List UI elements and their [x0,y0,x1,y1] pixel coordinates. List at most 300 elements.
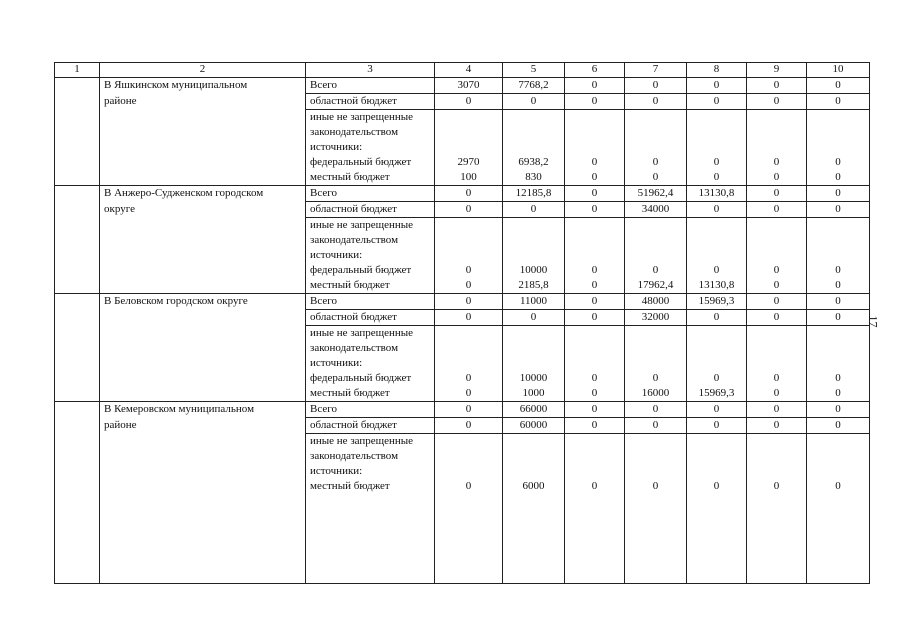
header-cell: 1 [55,63,100,78]
table-row [55,341,870,356]
value-cell: 13130,8 [687,186,747,202]
value-cell: 0 [687,170,747,186]
value-cell: 0 [565,263,625,278]
budget-table [54,62,870,584]
territory-name [100,479,306,494]
value-cell [747,110,807,126]
value-cell: 0 [687,155,747,170]
value-cell: 0 [435,186,503,202]
row-number-cell [55,278,100,294]
line-label: областной бюджет [306,310,435,326]
value-cell [687,326,747,342]
value-cell: 0 [747,479,807,494]
value-cell: 51962,4 [625,186,687,202]
table-body [55,63,870,584]
value-cell: 0 [435,371,503,386]
value-cell: 0 [807,155,870,170]
value-cell [747,140,807,155]
table-row [55,202,870,218]
value-cell [503,341,565,356]
territory-name: В Анжеро-Судженском городском [100,186,306,202]
value-cell [807,218,870,234]
table-row [55,248,870,263]
value-cell [625,140,687,155]
value-cell: 0 [625,155,687,170]
value-cell: 830 [503,170,565,186]
territory-name: районе [100,418,306,434]
value-cell: 0 [565,479,625,494]
value-cell [435,125,503,140]
value-cell [625,248,687,263]
line-label [306,494,435,583]
value-cell [435,341,503,356]
value-cell [503,218,565,234]
line-label: федеральный бюджет [306,371,435,386]
value-cell [565,356,625,371]
row-number-cell [55,464,100,479]
value-cell [625,434,687,450]
value-cell [565,218,625,234]
row-number-cell [55,434,100,450]
value-cell [435,449,503,464]
value-cell [747,233,807,248]
value-cell [503,434,565,450]
territory-name [100,326,306,342]
value-cell: 0 [435,294,503,310]
value-cell: 0 [687,94,747,110]
row-number-cell [55,310,100,326]
value-cell: 2185,8 [503,278,565,294]
line-label: Всего [306,294,435,310]
line-label: Всего [306,402,435,418]
row-number-cell [55,294,100,310]
value-cell [807,434,870,450]
value-cell: 0 [625,402,687,418]
value-cell: 0 [747,294,807,310]
table-row [55,78,870,94]
value-cell: 0 [747,278,807,294]
value-cell [435,218,503,234]
territory-name: округе [100,202,306,218]
value-cell: 0 [625,94,687,110]
value-cell [687,341,747,356]
row-number-cell [55,449,100,464]
table-row [55,449,870,464]
row-number-cell [55,125,100,140]
territory-name [100,125,306,140]
value-cell: 0 [807,263,870,278]
territory-name [100,386,306,402]
row-number-cell [55,170,100,186]
value-cell [503,140,565,155]
line-label: областной бюджет [306,202,435,218]
value-cell: 0 [807,278,870,294]
value-cell: 0 [687,402,747,418]
value-cell: 0 [807,402,870,418]
value-cell: 0 [687,371,747,386]
value-cell: 100 [435,170,503,186]
header-cell: 4 [435,63,503,78]
value-cell: 3070 [435,78,503,94]
line-label: областной бюджет [306,418,435,434]
value-cell [503,125,565,140]
row-number-cell [55,248,100,263]
table-row [55,310,870,326]
value-cell: 0 [747,94,807,110]
value-cell: 48000 [625,294,687,310]
value-cell: 0 [565,186,625,202]
value-cell [687,494,747,583]
value-cell [565,125,625,140]
value-cell [503,356,565,371]
table-row [55,278,870,294]
value-cell [747,218,807,234]
table-row [55,479,870,494]
value-cell: 0 [625,78,687,94]
row-number-cell [55,479,100,494]
line-label: источники: [306,140,435,155]
value-cell [435,464,503,479]
row-number-cell [55,371,100,386]
line-label: источники: [306,356,435,371]
territory-name: В Беловском городском округе [100,294,306,310]
value-cell [687,248,747,263]
line-label: областной бюджет [306,94,435,110]
value-cell: 0 [565,386,625,402]
table-row [55,434,870,450]
header-cell: 2 [100,63,306,78]
value-cell: 0 [747,263,807,278]
territory-name: районе [100,94,306,110]
line-label: федеральный бюджет [306,263,435,278]
value-cell: 0 [435,94,503,110]
value-cell [565,494,625,583]
row-number-cell [55,78,100,94]
table-row [55,326,870,342]
value-cell: 13130,8 [687,278,747,294]
value-cell: 0 [435,386,503,402]
value-cell [807,494,870,583]
value-cell: 16000 [625,386,687,402]
table-row [55,464,870,479]
value-cell [625,326,687,342]
value-cell: 0 [435,278,503,294]
value-cell: 0 [807,94,870,110]
value-cell [565,233,625,248]
territory-name [100,170,306,186]
territory-name [100,233,306,248]
value-cell: 0 [747,186,807,202]
table-row [55,371,870,386]
value-cell: 0 [747,78,807,94]
value-cell [625,125,687,140]
value-cell [807,248,870,263]
value-cell [807,341,870,356]
value-cell: 0 [503,94,565,110]
value-cell: 15969,3 [687,386,747,402]
value-cell [565,248,625,263]
value-cell: 66000 [503,402,565,418]
value-cell [435,233,503,248]
value-cell [565,326,625,342]
row-number-cell [55,402,100,418]
table-row [55,155,870,170]
value-cell: 6000 [503,479,565,494]
territory-name [100,356,306,371]
value-cell: 0 [435,402,503,418]
row-number-cell [55,418,100,434]
value-cell [687,110,747,126]
row-number-cell [55,94,100,110]
territory-name [100,278,306,294]
value-cell [435,434,503,450]
value-cell: 0 [435,479,503,494]
value-cell: 17962,4 [625,278,687,294]
row-number-cell [55,263,100,278]
value-cell [747,464,807,479]
value-cell [503,326,565,342]
value-cell [503,110,565,126]
value-cell [687,434,747,450]
value-cell [503,233,565,248]
table-row [55,418,870,434]
value-cell: 0 [435,263,503,278]
value-cell [435,326,503,342]
value-cell: 0 [747,386,807,402]
value-cell: 10000 [503,371,565,386]
value-cell [565,434,625,450]
value-cell: 0 [807,170,870,186]
territory-name [100,434,306,450]
table-row [55,218,870,234]
value-cell: 0 [565,94,625,110]
header-cell: 7 [625,63,687,78]
value-cell [687,125,747,140]
value-cell: 0 [747,202,807,218]
value-cell: 0 [435,418,503,434]
value-cell: 0 [565,294,625,310]
header-row [55,63,870,78]
table-row [55,494,870,583]
value-cell: 0 [747,402,807,418]
table-row [55,125,870,140]
value-cell [747,356,807,371]
value-cell: 0 [503,202,565,218]
value-cell [435,494,503,583]
value-cell: 0 [747,371,807,386]
value-cell: 12185,8 [503,186,565,202]
row-number-cell [55,356,100,371]
table-row [55,110,870,126]
row-number-cell [55,494,100,583]
value-cell [435,356,503,371]
value-cell [807,326,870,342]
line-label: законодательством [306,449,435,464]
value-cell: 2970 [435,155,503,170]
line-label: источники: [306,248,435,263]
value-cell [687,356,747,371]
value-cell: 34000 [625,202,687,218]
value-cell [747,434,807,450]
value-cell [503,464,565,479]
row-number-cell [55,155,100,170]
value-cell: 0 [687,202,747,218]
value-cell [807,110,870,126]
value-cell: 6938,2 [503,155,565,170]
value-cell: 0 [625,479,687,494]
value-cell [565,341,625,356]
value-cell [747,494,807,583]
value-cell [747,449,807,464]
value-cell [565,449,625,464]
header-cell: 3 [306,63,435,78]
value-cell [565,464,625,479]
value-cell: 0 [625,170,687,186]
value-cell: 0 [565,371,625,386]
value-cell: 0 [625,263,687,278]
value-cell: 0 [435,202,503,218]
value-cell [687,140,747,155]
row-number-cell [55,326,100,342]
value-cell [625,464,687,479]
line-label: иные не запрещенные [306,326,435,342]
value-cell: 0 [807,202,870,218]
value-cell [435,110,503,126]
value-cell: 0 [565,278,625,294]
row-number-cell [55,386,100,402]
value-cell [625,110,687,126]
line-label: местный бюджет [306,479,435,494]
value-cell [687,464,747,479]
table-row [55,386,870,402]
line-label: законодательством [306,233,435,248]
table-row [55,233,870,248]
header-cell: 6 [565,63,625,78]
value-cell: 0 [687,263,747,278]
line-label: законодательством [306,341,435,356]
value-cell: 0 [747,310,807,326]
value-cell: 7768,2 [503,78,565,94]
territory-name [100,494,306,583]
row-number-cell [55,140,100,155]
table-row [55,186,870,202]
value-cell: 0 [435,310,503,326]
table-row [55,402,870,418]
value-cell: 0 [747,155,807,170]
value-cell: 0 [625,418,687,434]
value-cell [747,341,807,356]
value-cell [625,218,687,234]
table-row [55,94,870,110]
value-cell [435,140,503,155]
value-cell: 0 [807,371,870,386]
territory-name [100,248,306,263]
territory-name: В Кемеровском муниципальном [100,402,306,418]
value-cell [687,218,747,234]
value-cell: 0 [565,78,625,94]
value-cell: 0 [807,479,870,494]
value-cell [435,248,503,263]
value-cell: 11000 [503,294,565,310]
table-row [55,140,870,155]
value-cell [565,110,625,126]
value-cell [625,341,687,356]
value-cell [807,125,870,140]
row-number-cell [55,202,100,218]
header-cell: 5 [503,63,565,78]
value-cell [807,356,870,371]
row-number-cell [55,110,100,126]
value-cell: 0 [807,78,870,94]
value-cell: 0 [565,155,625,170]
value-cell: 0 [807,386,870,402]
value-cell: 0 [565,202,625,218]
row-number-cell [55,341,100,356]
value-cell [747,125,807,140]
value-cell: 0 [687,479,747,494]
value-cell [625,494,687,583]
value-cell [625,449,687,464]
value-cell [687,449,747,464]
territory-name [100,155,306,170]
value-cell [807,464,870,479]
value-cell: 0 [565,418,625,434]
line-label: источники: [306,464,435,479]
row-number-cell [55,218,100,234]
value-cell [503,449,565,464]
value-cell: 0 [807,310,870,326]
value-cell: 15969,3 [687,294,747,310]
table-row [55,170,870,186]
line-label: законодательством [306,125,435,140]
line-label: иные не запрещенные [306,110,435,126]
value-cell: 10000 [503,263,565,278]
value-cell [565,140,625,155]
row-number-cell [55,233,100,248]
territory-name [100,218,306,234]
value-cell: 0 [687,418,747,434]
line-label: местный бюджет [306,170,435,186]
value-cell [687,233,747,248]
value-cell: 0 [747,418,807,434]
territory-name [100,263,306,278]
territory-name [100,341,306,356]
territory-name: В Яшкинском муниципальном [100,78,306,94]
territory-name [100,110,306,126]
territory-name [100,371,306,386]
line-label: Всего [306,78,435,94]
value-cell [503,248,565,263]
table-row [55,356,870,371]
value-cell: 0 [565,310,625,326]
line-label: местный бюджет [306,278,435,294]
header-cell: 9 [747,63,807,78]
value-cell: 0 [625,371,687,386]
line-label: местный бюджет [306,386,435,402]
header-cell: 8 [687,63,747,78]
value-cell: 0 [503,310,565,326]
value-cell: 60000 [503,418,565,434]
value-cell: 0 [807,418,870,434]
value-cell [807,233,870,248]
value-cell: 0 [747,170,807,186]
table-row [55,263,870,278]
header-cell: 10 [807,63,870,78]
row-number-cell [55,186,100,202]
territory-name [100,310,306,326]
page-number: 17 [866,315,881,328]
territory-name [100,140,306,155]
